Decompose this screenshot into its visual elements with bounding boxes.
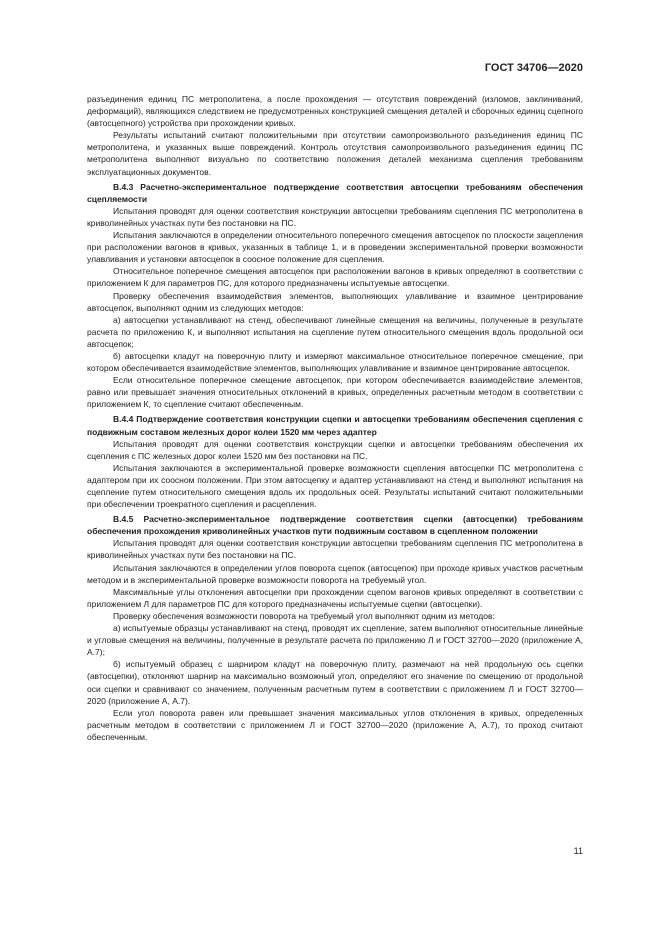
paragraph: Испытания заключаются в экспериментальной проверке возможности сцепления автосцепки ПС метрополитена с адаптером при их соосном положении. При этом автосцепку и адаптер устанавливают на стенд и выполняют испытания на сцепление путем относительного смещения вдоль их продольных осей. Результаты испытаний считают положительными при обеспечении троекратного сцепления и расцепления. (87, 462, 583, 510)
paragraph: б) испытуемый образец с шарниром кладут на поверочную плиту, размечают на ней продольную ось сцепки (автосцепки), отклоняют шарнир на максимально возможный угол, определяют его значение по смещению от продольной оси сцепки и сравнивают со значением, полученным расчетным путем в соответствии с приложением Л и ГОСТ 32700—2020 (приложение А, А.7). (87, 659, 583, 706)
section-heading: В.4.3 Расчетно-экспериментальное подтверждение соответствия автосцепки требованиям обеспечения сцепляемости (87, 181, 583, 204)
paragraph: Испытания проводят для оценки соответствия конструкции автосцепки требованиям сцепления ПС метрополитена в криволинейных участках пути без постановки на ПС. (87, 205, 583, 228)
paragraph: Испытания заключаются в определении углов поворота сцепок (автосцепок) при проходе кривых участков расчетным методом и в экспериментальной проверке возможности поворота на требуемый угол. (87, 562, 583, 585)
paragraph: Испытания проводят для оценки соответствия конструкции сцепки и автосцепки требованиям обеспечения их сцепления с ПС железных дорог колеи 1520 мм без постановки на ПС. (87, 438, 583, 461)
section-heading: В.4.4 Подтверждение соответствия конструкции сцепки и автосцепки требованиям обеспечения сцепления с подвижным составом железных дорог колеи 1520 мм через адаптер (87, 414, 583, 437)
document-body (87, 93, 583, 743)
paragraph: Если относительное поперечное смещение автосцепок, при котором обеспечивается взаимодействие элементов, равно или превышает значения относительных отклонений в кривых, определенных расчетным методом в соответствии с приложением К, то сцепление считают обеспеченным. (87, 375, 583, 410)
paragraph: Испытания проводят для оценки соответствия конструкции автосцепки требованиям сцепления ПС метрополитена в криволинейных участках пути без постановки на ПС. (87, 538, 583, 561)
paragraph: б) автосцепки кладут на поверочную плиту и измеряют максимальное относительное поперечное смещение, при котором обеспечивается взаимодействие элементов, выполняющих улавливание и взаимное центрирование автосцепок. (87, 350, 583, 374)
paragraph: разъединения единиц ПС метрополитена, а после прохождения — отсутствия повреждений (изломов, заклиниваний, деформаций), являющихся следствием не предусмотренных конструкцией смещения деталей и сборочных единиц сцепного (автосцепного) устройства при прохождении кривых. (87, 94, 583, 129)
paragraph: Испытания заключаются в определении относительного поперечного смещения автосцепок по плоскости зацепления при расположении вагонов в кривых, указанных в таблице 1, и в проведении экспериментальной проверки возможности улавливания и установки автосцепок в соосное положение для сцепления. (87, 230, 583, 265)
paragraph: Результаты испытаний считают положительными при отсутствии самопроизвольного разъединения единиц ПС метрополитена, и указанных выше повреждений. Контроль отсутствия самопроизвольного разъединения единиц ПС метрополитена выполняют визуально по соответствию положения деталей механизма сцепления требованиям эксплуатационных документов. (87, 130, 583, 177)
section-heading: В.4.5 Расчетно-экспериментальное подтверждение соответствия сцепки (автосцепки) требованиям обеспечения прохождения криволинейных участков пути подвижным составом в сцепленном положении (87, 514, 583, 537)
document-number: ГОСТ 34706—2020 (484, 62, 583, 74)
paragraph: Максимальные углы отклонения автосцепки при прохождении сцепом вагонов кривых определяют в соответствии с приложением Л для параметров ПС для которого предназначены испытуемые сцепки (автосцепки). (87, 586, 583, 609)
paragraph: а) автосцепки устанавливают на стенд, обеспечивают линейные смещения на величины, полученные в результате расчета по приложению К, и выполняют испытания на сцепление путем относительного смещения вдоль продольной оси автосцепок; (87, 314, 583, 349)
paragraph: а) испытуемые образцы устанавливают на стенд, проводят их сцепление, затем выполняют относительные линейные и угловые смещения на величины, полученные в результате расчета по приложению Л и ГОСТ 32700—2020 (приложение А, А.7); (87, 623, 583, 658)
page-number: 11 (573, 846, 583, 856)
paragraph: Проверку обеспечения взаимодействия элементов, выполняющих улавливание и взаимное центрирование автосцепок, выполняют одним из следующих методов: (87, 290, 583, 313)
paragraph: Проверку обеспечения возможности поворота на требуемый угол выполняют одним из методов: (113, 610, 495, 621)
paragraph: Если угол поворота равен или превышает значения максимальных углов отклонения в кривых, определенных расчетным методом в соответствии с приложением Л и ГОСТ 32700—2020 (приложение А, А.7), то проход считают обеспеченным. (87, 707, 583, 742)
paragraph: Относительное поперечное смещения автосцепок при расположении вагонов в кривых определяют в соответствии с приложением К для параметров ПС, для которого предназначены испытуемые автосцепки. (87, 266, 583, 289)
